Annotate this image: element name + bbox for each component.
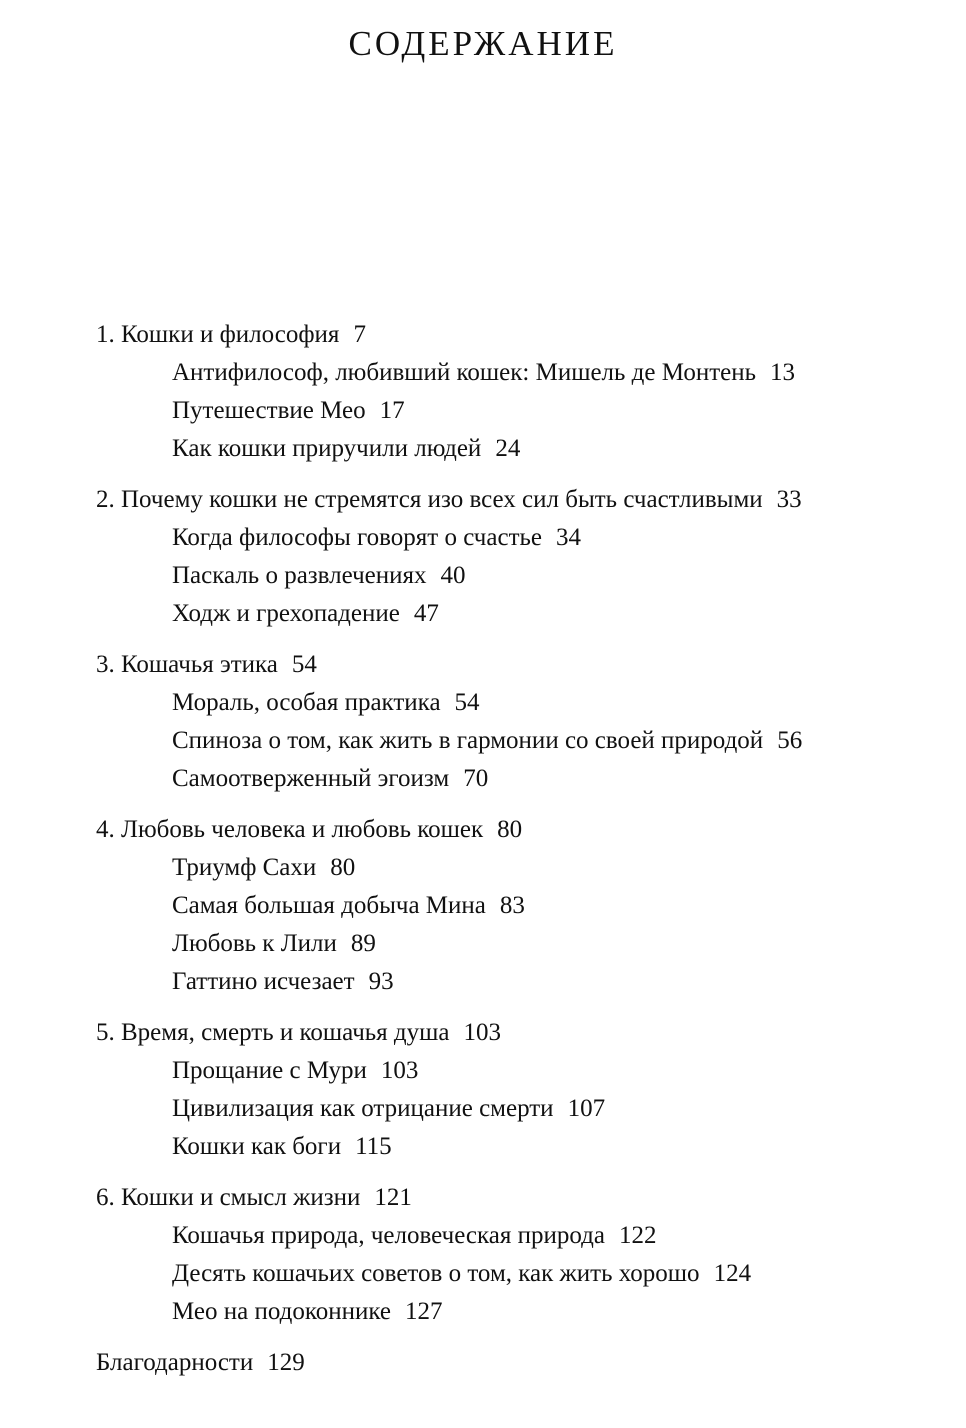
page-number: 7: [353, 321, 366, 348]
page-number: 124: [713, 1260, 752, 1287]
page-number: 34: [556, 524, 581, 551]
chapter-5: [96, 1014, 936, 1166]
chapter-heading[interactable]: [96, 481, 936, 519]
section-entry[interactable]: [96, 1128, 936, 1166]
chapter-heading[interactable]: [96, 811, 936, 849]
chapter-title: 4. Любовь человека и любовь кошек: [96, 816, 484, 843]
page-number: 107: [567, 1095, 606, 1122]
page-number: 40: [440, 562, 466, 589]
page-number: 129: [267, 1349, 305, 1376]
section-entry[interactable]: [96, 849, 936, 887]
section-title: Когда философы говорят о счастье: [172, 524, 542, 551]
section-entry[interactable]: [96, 595, 936, 633]
section-title: Триумф Сахи: [172, 854, 317, 881]
chapter-heading[interactable]: [96, 316, 936, 354]
section-entry[interactable]: [96, 392, 936, 430]
page-number: 13: [770, 359, 796, 386]
page-number: 127: [404, 1298, 443, 1325]
section-entry[interactable]: [96, 925, 936, 963]
section-title: Самая большая добыча Мина: [172, 892, 486, 919]
chapter-4: [96, 811, 936, 1001]
page-number: 47: [413, 600, 439, 627]
section-title: Десять кошачьих советов о том, как жить хорошо: [172, 1260, 700, 1287]
chapter-title: 3. Кошачья этика: [96, 651, 278, 678]
section-title: Мео на подоконнике: [172, 1298, 391, 1325]
page-number: 93: [368, 968, 394, 995]
page-number: 103: [380, 1057, 419, 1084]
section-entry[interactable]: [96, 722, 936, 760]
chapter-heading[interactable]: [96, 1179, 936, 1217]
section-title: Мораль, особая практика: [172, 689, 441, 716]
section-title: Самоотверженный эгоизм: [172, 765, 450, 792]
page-number: 56: [777, 727, 803, 754]
page-number: 17: [379, 397, 405, 424]
chapter-heading[interactable]: [96, 1014, 936, 1052]
section-entry[interactable]: [96, 430, 936, 468]
section-entry[interactable]: [96, 557, 936, 595]
section-title: Паскаль о развлечениях: [172, 562, 427, 589]
section-title: Любовь к Лили: [172, 930, 337, 957]
chapter-1: [96, 316, 936, 468]
page-number: 115: [355, 1133, 392, 1160]
page-number: 70: [463, 765, 489, 792]
section-title: Цивилизация как отрицание смерти: [172, 1095, 554, 1122]
chapter-title: 1. Кошки и философия: [96, 321, 340, 348]
page-number: 121: [374, 1184, 412, 1211]
page-number: 80: [497, 816, 523, 843]
page-title: СОДЕРЖАНИЕ: [348, 24, 618, 63]
page-number: 122: [618, 1222, 657, 1249]
page-number: 54: [454, 689, 480, 716]
section-entry[interactable]: [96, 684, 936, 722]
chapter-title: 2. Почему кошки не стремятся изо всех сил быть счастливыми: [96, 486, 763, 513]
page-number: 89: [350, 930, 376, 957]
table-of-contents: [96, 316, 936, 1382]
chapter-heading[interactable]: [96, 646, 936, 684]
section-entry[interactable]: [96, 1217, 936, 1255]
section-entry[interactable]: [96, 1090, 936, 1128]
section-title: Антифилософ, любивший кошек: Мишель де Монтень: [172, 359, 757, 386]
section-entry[interactable]: [96, 1052, 936, 1090]
acknowledgements-entry[interactable]: [96, 1344, 936, 1382]
chapter-3: [96, 646, 936, 798]
section-title: Прощание с Мури: [172, 1057, 367, 1084]
section-title: Гаттино исчезает: [172, 968, 355, 995]
section-title: Ходж и грехопадение: [172, 600, 400, 627]
chapter-title: 6. Кошки и смысл жизни: [96, 1184, 361, 1211]
page-number: 33: [776, 486, 802, 513]
section-title: Кошки как боги: [172, 1133, 342, 1160]
section-entry[interactable]: [96, 354, 936, 392]
page-number: 103: [463, 1019, 501, 1046]
section-entry[interactable]: [96, 760, 936, 798]
section-title: Кошачья природа, человеческая природа: [172, 1222, 605, 1249]
chapter-title: 5. Время, смерть и кошачья душа: [96, 1019, 450, 1046]
section-entry[interactable]: [96, 963, 936, 1001]
section-entry[interactable]: [96, 887, 936, 925]
chapter-6: [96, 1179, 936, 1331]
section-entry[interactable]: [96, 519, 936, 557]
page-number: 24: [495, 435, 521, 462]
page-number: 83: [499, 892, 525, 919]
page-number: 80: [330, 854, 356, 881]
section-entry[interactable]: [96, 1293, 936, 1331]
section-title: Как кошки приручили людей: [172, 435, 482, 462]
acknowledgements-title: Благодарности: [96, 1349, 254, 1376]
chapter-2: [96, 481, 936, 633]
section-title: Путешествие Мео: [172, 397, 366, 424]
section-title: Спиноза о том, как жить в гармонии со своей природой: [172, 727, 764, 754]
page-number: 54: [291, 651, 317, 678]
section-entry[interactable]: [96, 1255, 936, 1293]
